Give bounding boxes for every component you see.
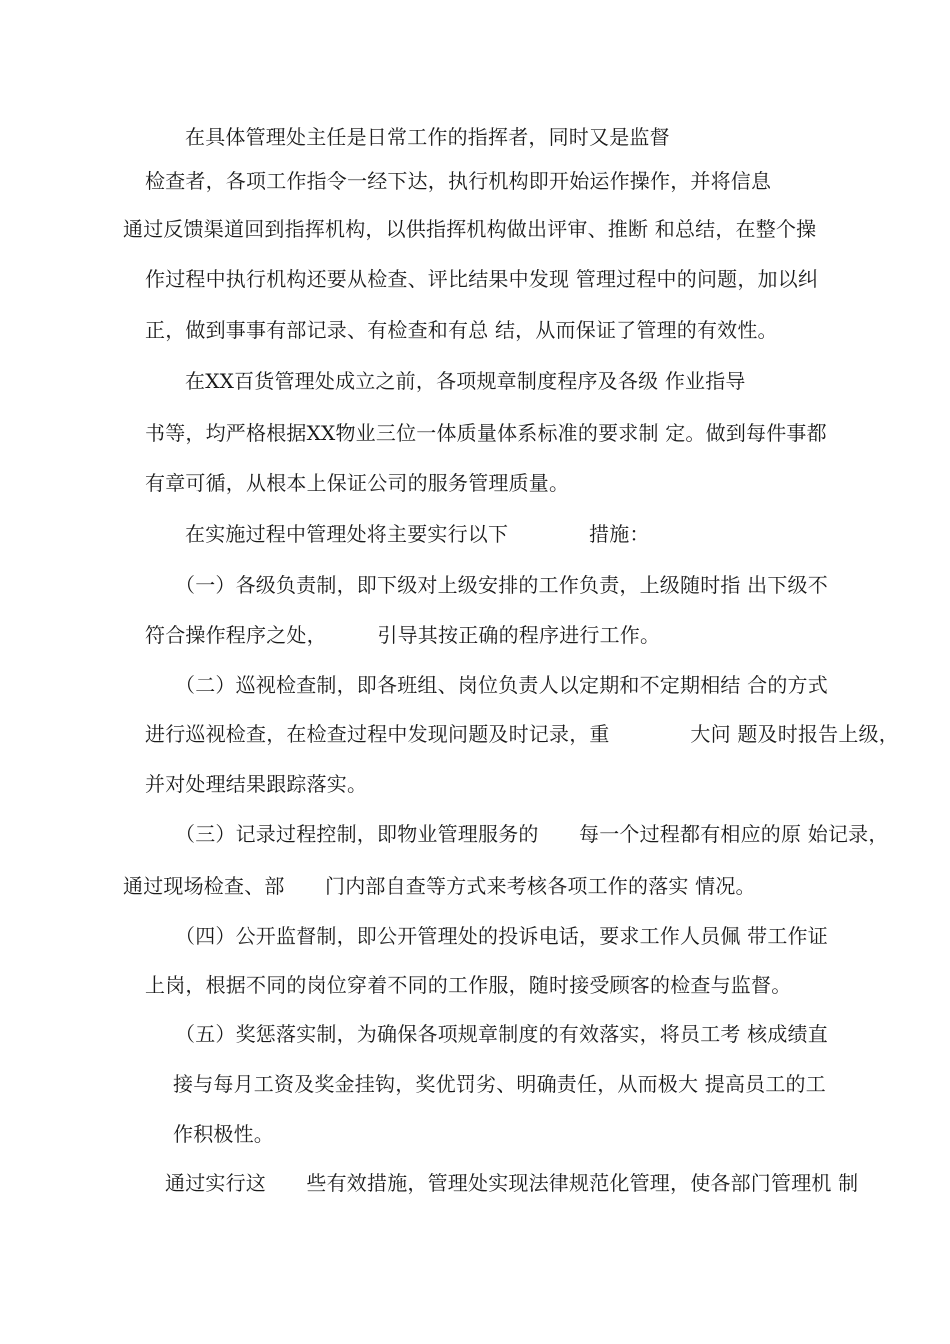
body-text-line: （五）奖惩落实制，为确保各项规章制度的有效落实，将员工考 核成绩直	[175, 1022, 828, 1046]
body-text-line: 符合操作程序之处， 引导其按正确的程序进行工作。	[145, 623, 661, 647]
body-text-line: 在具体管理处主任是日常工作的指挥者，同时又是监督	[185, 125, 670, 149]
body-text-line: 并对处理结果跟踪落实。	[145, 772, 368, 796]
body-text-line: （三）记录过程控制，即物业管理服务的 每一个过程都有相应的原 始记录，	[175, 822, 889, 846]
body-text-line: 通过现场检查、部 门内部自查等方式来考核各项工作的落实 情况。	[123, 874, 756, 898]
body-text-line: （一）各级负责制，即下级对上级安排的工作负责，上级随时指 出下级不	[175, 573, 828, 597]
body-text-line: 有章可循，从根本上保证公司的服务管理质量。	[145, 471, 570, 495]
body-text-line: 在实施过程中管理处将主要实行以下 措施：	[185, 522, 650, 546]
body-text-line: 在XX百货管理处成立之前，各项规章制度程序及各级 作业指导	[185, 369, 746, 393]
body-text-line: （四）公开监督制，即公开管理处的投诉电话，要求工作人员佩 带工作证	[175, 924, 828, 948]
body-text-line: 上岗，根据不同的岗位穿着不同的工作服，随时接受顾客的检查与监督。	[145, 973, 792, 997]
body-text-line: 书等，均严格根据XX物业三位一体质量体系标准的要求制 定。做到每件事都	[145, 421, 827, 445]
body-text-line: 检查者，各项工作指令一经下达，执行机构即开始运作操作，并将信息	[145, 169, 772, 193]
body-text-line: （二）巡视检查制，即各班组、岗位负责人以定期和不定期相结 合的方式	[175, 673, 828, 697]
body-text-line: 作过程中执行机构还要从检查、评比结果中发现 管理过程中的问题，加以纠	[145, 267, 819, 291]
body-text-line: 接与每月工资及奖金挂钩，奖优罚劣、明确责任，从而极大 提高员工的工	[173, 1072, 826, 1096]
body-text-line: 通过反馈渠道回到指挥机构，以供指挥机构做出评审、推断 和总结，在整个操	[123, 217, 817, 241]
body-text-line: 进行巡视检查，在检查过程中发现问题及时记录，重 大问 题及时报告上级，	[145, 722, 899, 746]
body-text-line: 通过实行这 些有效措施，管理处实现法律规范化管理，使各部门管理机 制	[165, 1171, 859, 1195]
body-text-line: 正，做到事事有部记录、有检查和有总 结，从而保证了管理的有效性。	[145, 318, 778, 342]
body-text-line: 作积极性。	[173, 1122, 274, 1146]
